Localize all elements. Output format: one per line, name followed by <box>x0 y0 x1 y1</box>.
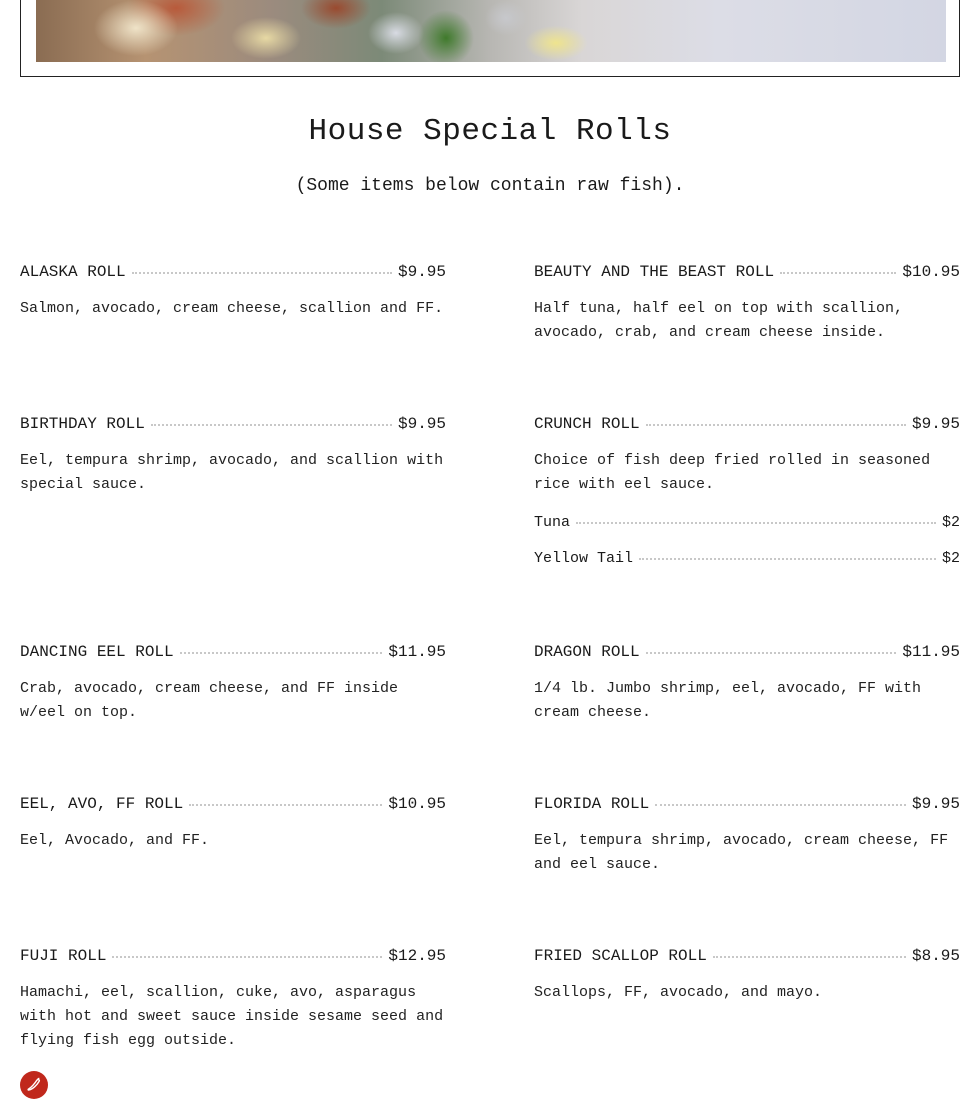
item-description: Choice of fish deep fried rolled in seasoned rice with eel sauce. <box>534 452 931 493</box>
menu-item-dancing-eel-roll <box>20 642 446 725</box>
item-name: BEAUTY AND THE BEAST ROLL <box>534 263 775 281</box>
option-name: Yellow Tail <box>534 550 634 567</box>
dot-leader <box>112 956 382 958</box>
dot-leader <box>646 652 897 654</box>
menu-item-fuji-roll <box>20 946 446 1053</box>
item-price: $9.95 <box>911 415 960 433</box>
dot-leader <box>646 424 906 426</box>
dot-leader <box>639 558 936 560</box>
item-name: CRUNCH ROLL <box>534 415 640 433</box>
menu-item-crunch-roll <box>534 414 960 569</box>
item-description: Hamachi, eel, scallion, cuke, avo, asparagus with hot and sweet sauce inside sesame seed and flying fish egg outside. <box>20 984 444 1049</box>
item-description: Half tuna, half eel on top with scallion, avocado, crab, and cream cheese inside. <box>534 300 904 341</box>
dot-leader <box>180 652 383 654</box>
menu-item-alaska-roll <box>20 262 446 321</box>
item-price: $9.95 <box>397 263 446 281</box>
section-title: House Special Rolls <box>308 114 672 149</box>
dot-leader <box>189 804 382 806</box>
item-name: DANCING EEL ROLL <box>20 643 174 661</box>
item-description: Eel, tempura shrimp, avocado, cream cheese, FF and eel sauce. <box>534 832 949 873</box>
item-name: DRAGON ROLL <box>534 643 640 661</box>
item-name: FLORIDA ROLL <box>534 795 650 813</box>
option-name: Tuna <box>534 514 571 531</box>
item-description: Eel, Avocado, and FF. <box>20 832 210 849</box>
item-name: EEL, AVO, FF ROLL <box>20 795 184 813</box>
item-description: Eel, tempura shrimp, avocado, and scallion with special sauce. <box>20 452 444 493</box>
dot-leader <box>713 956 906 958</box>
dot-leader <box>132 272 392 274</box>
item-description: Scallops, FF, avocado, and mayo. <box>534 984 823 1001</box>
item-price: $11.95 <box>902 643 960 661</box>
sushi-roll-photo <box>36 0 946 62</box>
dot-leader <box>780 272 896 274</box>
item-price: $10.95 <box>388 795 446 813</box>
item-name: ALASKA ROLL <box>20 263 126 281</box>
item-name: FUJI ROLL <box>20 947 107 965</box>
menu-item-eel-avo-ff-roll <box>20 794 446 853</box>
item-name: FRIED SCALLOP ROLL <box>534 947 707 965</box>
item-price: $9.95 <box>911 795 960 813</box>
option-price: $2 <box>941 550 960 567</box>
option-row-tuna <box>534 513 960 533</box>
item-name: BIRTHDAY ROLL <box>20 415 145 433</box>
item-description: Salmon, avocado, cream cheese, scallion and FF. <box>20 300 444 317</box>
option-price: $2 <box>941 514 960 531</box>
item-price: $12.95 <box>388 947 446 965</box>
menu-item-fried-scallop-roll <box>534 946 960 1005</box>
dot-leader <box>655 804 906 806</box>
dot-leader <box>576 522 936 524</box>
menu-item-florida-roll <box>534 794 960 877</box>
option-row-yellow-tail <box>534 549 960 569</box>
menu-item-beauty-and-the-beast-roll <box>534 262 960 345</box>
menu-item-dragon-roll <box>534 642 960 725</box>
item-description: Crab, avocado, cream cheese, and FF inside w/eel on top. <box>20 680 399 721</box>
dot-leader <box>151 424 392 426</box>
item-description: 1/4 lb. Jumbo shrimp, eel, avocado, FF with cream cheese. <box>534 680 922 721</box>
item-price: $10.95 <box>902 263 960 281</box>
item-price: $11.95 <box>388 643 446 661</box>
menu-item-birthday-roll <box>20 414 446 497</box>
item-price: $9.95 <box>397 415 446 433</box>
item-price: $8.95 <box>911 947 960 965</box>
section-subtitle: (Some items below contain raw fish). <box>295 176 685 196</box>
hero-image-frame <box>20 0 960 77</box>
